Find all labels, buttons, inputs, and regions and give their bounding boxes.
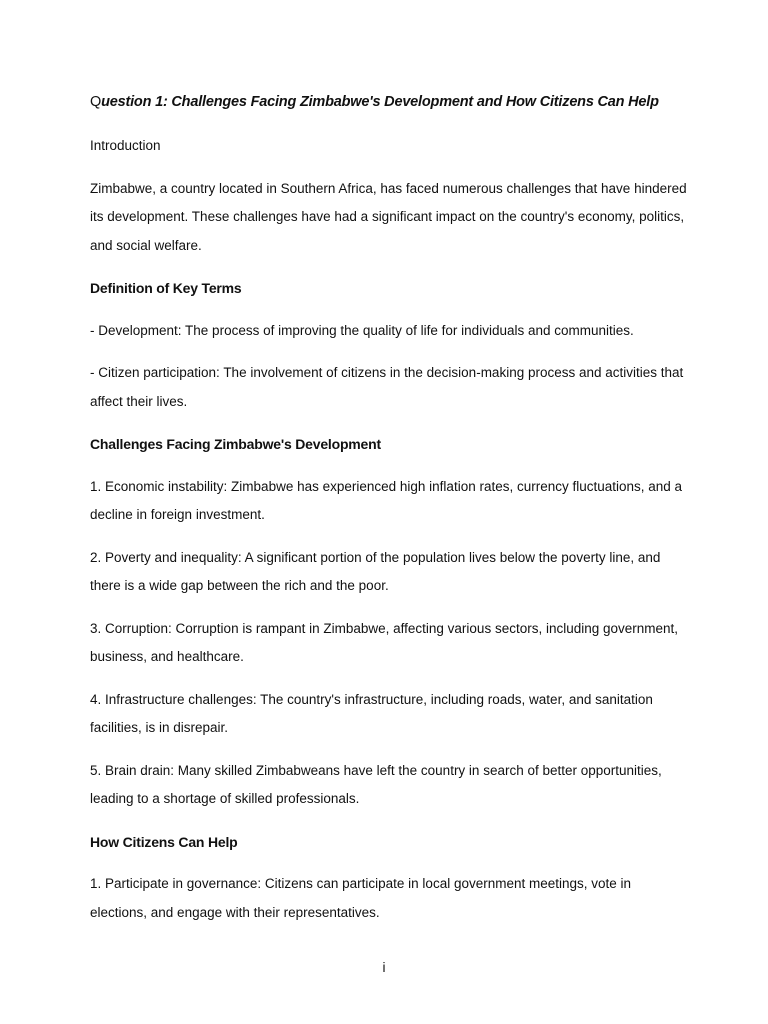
question-title bbox=[90, 92, 690, 112]
challenges-heading: Challenges Facing Zimbabwe's Development bbox=[90, 436, 381, 452]
challenge-item: 1. Economic instability: Zimbabwe has experienced high inflation rates, currency fluctuations, and a decline in foreign investment. bbox=[90, 478, 683, 522]
challenge-item: 2. Poverty and inequality: A significant portion of the population lives below the poverty line, and there is a wide gap between the rich and the poor. bbox=[90, 549, 661, 593]
introduction-paragraph: Zimbabwe, a country located in Southern Africa, has faced numerous challenges that have hindered its development. These challenges have had a significant impact on the country's economy, politics, and social welfare. bbox=[90, 180, 687, 253]
definition-item: - Development: The process of improving the quality of life for individuals and communities. bbox=[90, 322, 634, 338]
question-title-initial: Q bbox=[90, 94, 102, 110]
page-number: i bbox=[382, 960, 386, 975]
challenge-item: 4. Infrastructure challenges: The country's infrastructure, including roads, water, and sanitation facilities, is in disrepair. bbox=[90, 691, 653, 735]
help-item: 1. Participate in governance: Citizens can participate in local government meetings, vote in elections, and engage with their representatives. bbox=[90, 876, 632, 920]
document-content bbox=[90, 92, 690, 941]
definition-item: - Citizen participation: The involvement of citizens in the decision-making process and activities that affect their lives. bbox=[90, 365, 684, 409]
challenge-item: 5. Brain drain: Many skilled Zimbabweans have left the country in search of better opportunities, leading to a shortage of skilled professionals. bbox=[90, 762, 662, 806]
challenge-item: 3. Corruption: Corruption is rampant in Zimbabwe, affecting various sectors, including government, business, and healthcare. bbox=[90, 620, 679, 664]
question-title-text: uestion 1: Challenges Facing Zimbabwe's Development and How Citizens Can Help bbox=[101, 94, 659, 110]
help-heading: How Citizens Can Help bbox=[90, 833, 238, 850]
introduction-label: Introduction bbox=[90, 138, 161, 153]
definitions-heading: Definition of Key Terms bbox=[90, 280, 242, 296]
